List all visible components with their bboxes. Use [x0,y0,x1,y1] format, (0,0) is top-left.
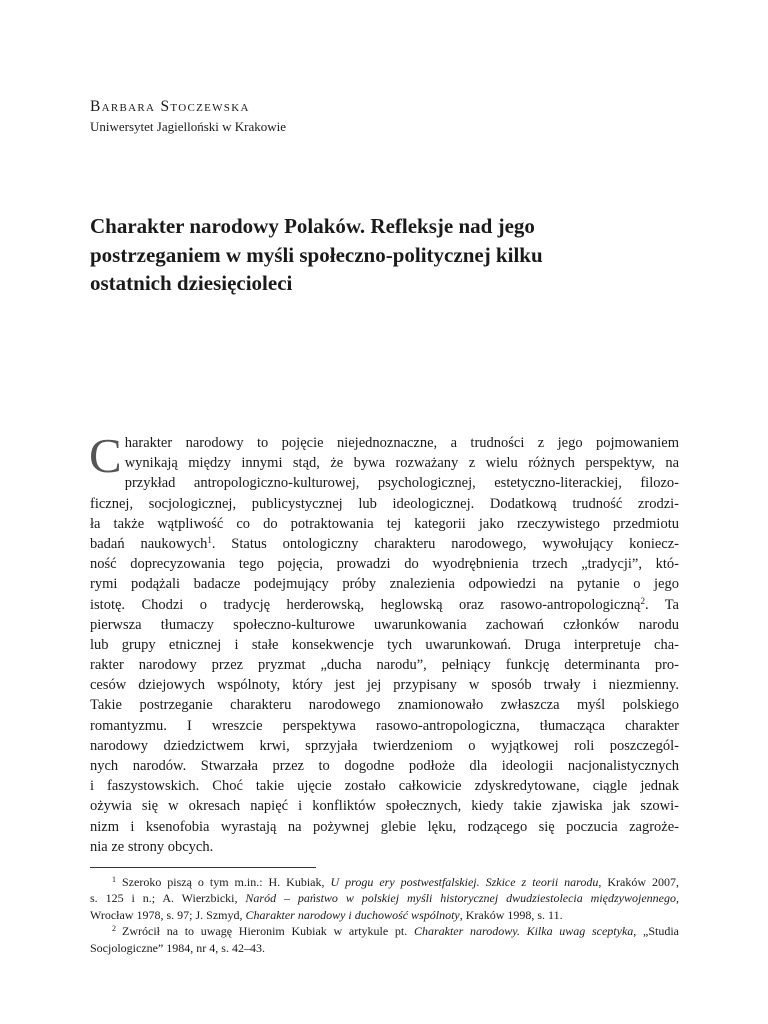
footnote-text: s. 125 i n.; A. Wierzbicki, [90,891,246,906]
cited-title: Charakter narodowy. Kilka uwag sceptyka [413,924,634,939]
body-paragraph [89,428,680,857]
text-segment: istotę. Chodzi o tradycję herderowską, heglowską oraz rasowo-antropologiczną [90,596,641,613]
footnote-text: Szeroko piszą o tym m.in.: H. Kubiak, [122,875,331,889]
text-segment: badań naukowych [90,535,208,552]
drop-cap: C [89,428,122,483]
text-line [90,534,679,554]
text-line: harakter narodowy to pojęcie niejednoznaczne, a trudności z jego pojmowaniem [124,435,679,451]
text-line: wynikają między innymi stąd, że bywa rozważany z wielu różnych perspektyw, na [124,455,679,472]
text-line: nizm i ksenofobia wyrastają na pożywnej glebie lęku, rodzącego się poczucia zagroże- [90,818,679,835]
text-line [90,595,679,615]
text-segment: . Ta [644,596,679,613]
text-line: przykład antropologiczno-kulturowej, psychologicznej, estetyczno-literackiej, filozo- [124,475,679,492]
title-line: Charakter narodowy Polaków. Refleksje nad jego [90,214,535,238]
text-line: ła także wątpliwość co do potraktowania tej kategorii jako rzeczywistego przedmiotu [90,515,679,532]
footnote-number: 2 [112,924,116,934]
footnote-text: , „Studia [633,924,679,939]
cited-title: U progu ery postwestfalskiej. Szkice z teorii narodu [330,875,599,889]
footnote-ref[interactable]: 1 [207,534,212,545]
footnote-1-cont [90,907,679,923]
footnote-ref[interactable]: 2 [640,595,645,606]
author-name: Barbara Stoczewska [90,98,250,115]
footnote-2-cont [90,940,679,956]
text-line: i faszystowskich. Choć takie ujęcie zostało całkowicie zdyskredytowane, ciągle jednak [90,778,679,795]
article-title [90,212,690,298]
text-line: ożywia się w okresach napięć i konfliktów społecznych, kiedy takie zjawiska jak szowi- [90,798,679,815]
footnote-text: , Kraków 1998, s. 11. [459,907,563,922]
author-affiliation: Uniwersytet Jagielloński w Krakowie [90,119,287,134]
text-line: narodowy dziedzictwem krwi, sprzyjała twierdzeniom o wyjątkowej roli poszczegól- [90,737,679,754]
text-line: Takie postrzeganie charakteru narodowego znamionowało zwłaszcza myśl polskiego [90,697,679,714]
text-line: lub grupy etnicznej i stałe konsekwencje tych uwarunkowań. Druga interpretuje cha- [90,636,679,653]
text-line: rakter narodowy przez pryzmat „ducha narodu”, pełniący funkcję determinanta pro- [90,657,679,674]
footnote-number: 1 [112,875,116,884]
footnote-separator [90,867,316,868]
text-line: ność doprecyzowania tego pojęcia, prowadzi do wyodrębnienia trzech „tradycji”, któ- [90,556,679,573]
text-line: nych narodów. Stwarzała przez to dogodne podłoże dla ideologii nacjonalistycznych [90,758,679,774]
title-line: postrzeganiem w myśli społeczno-politycznej kilku [90,242,543,267]
cited-title: Naród – państwo w polskiej myśli historycznej dwudziestolecia międzywojennego [245,891,676,906]
footnote-2 [90,923,679,939]
cited-title: Charakter narodowy i duchowość wspólnoty [245,907,460,922]
footnote-1-cont [90,890,679,906]
title-line: ostatnich dziesięcioleci [90,271,293,295]
footnote-text: Socjologiczne” 1984, nr 4, s. 42–43. [90,940,265,955]
text-segment: . Status ontologiczny charakteru narodowego, wywołujący koniecz- [211,535,680,552]
footnote-1 [90,874,679,890]
footnote-text: , [675,891,679,906]
text-line: ficznej, socjologicznej, publicystycznej lub ideologicznej. Dodatkową trudność zrodzi- [90,495,679,512]
footnotes [90,874,679,956]
footnote-text: , Kraków 2007, [598,875,680,889]
text-line: rymi podążali badacze podejmujący próby znalezienia odpowiedzi na pytanie o jego [90,576,679,593]
text-line: cesów dziejowych wspólnoty, który jest jej przypisany w sposób trwały i niezmienny. [90,677,679,694]
text-line: nia ze strony obcych. [90,838,214,855]
text-line: romantyzmu. I wreszcie perspektywa rasowo-antropologiczna, tłumacząca charakter [90,717,679,734]
footnote-text: Wrocław 1978, s. 97; J. Szmyd, [90,907,246,922]
footnote-text: Zwrócił na to uwagę Hieronim Kubiak w artykule pt. [122,924,414,939]
text-line: pierwsza tłumaczy społeczno-kulturowe uwarunkowania zachowań członków narodu [90,616,679,633]
